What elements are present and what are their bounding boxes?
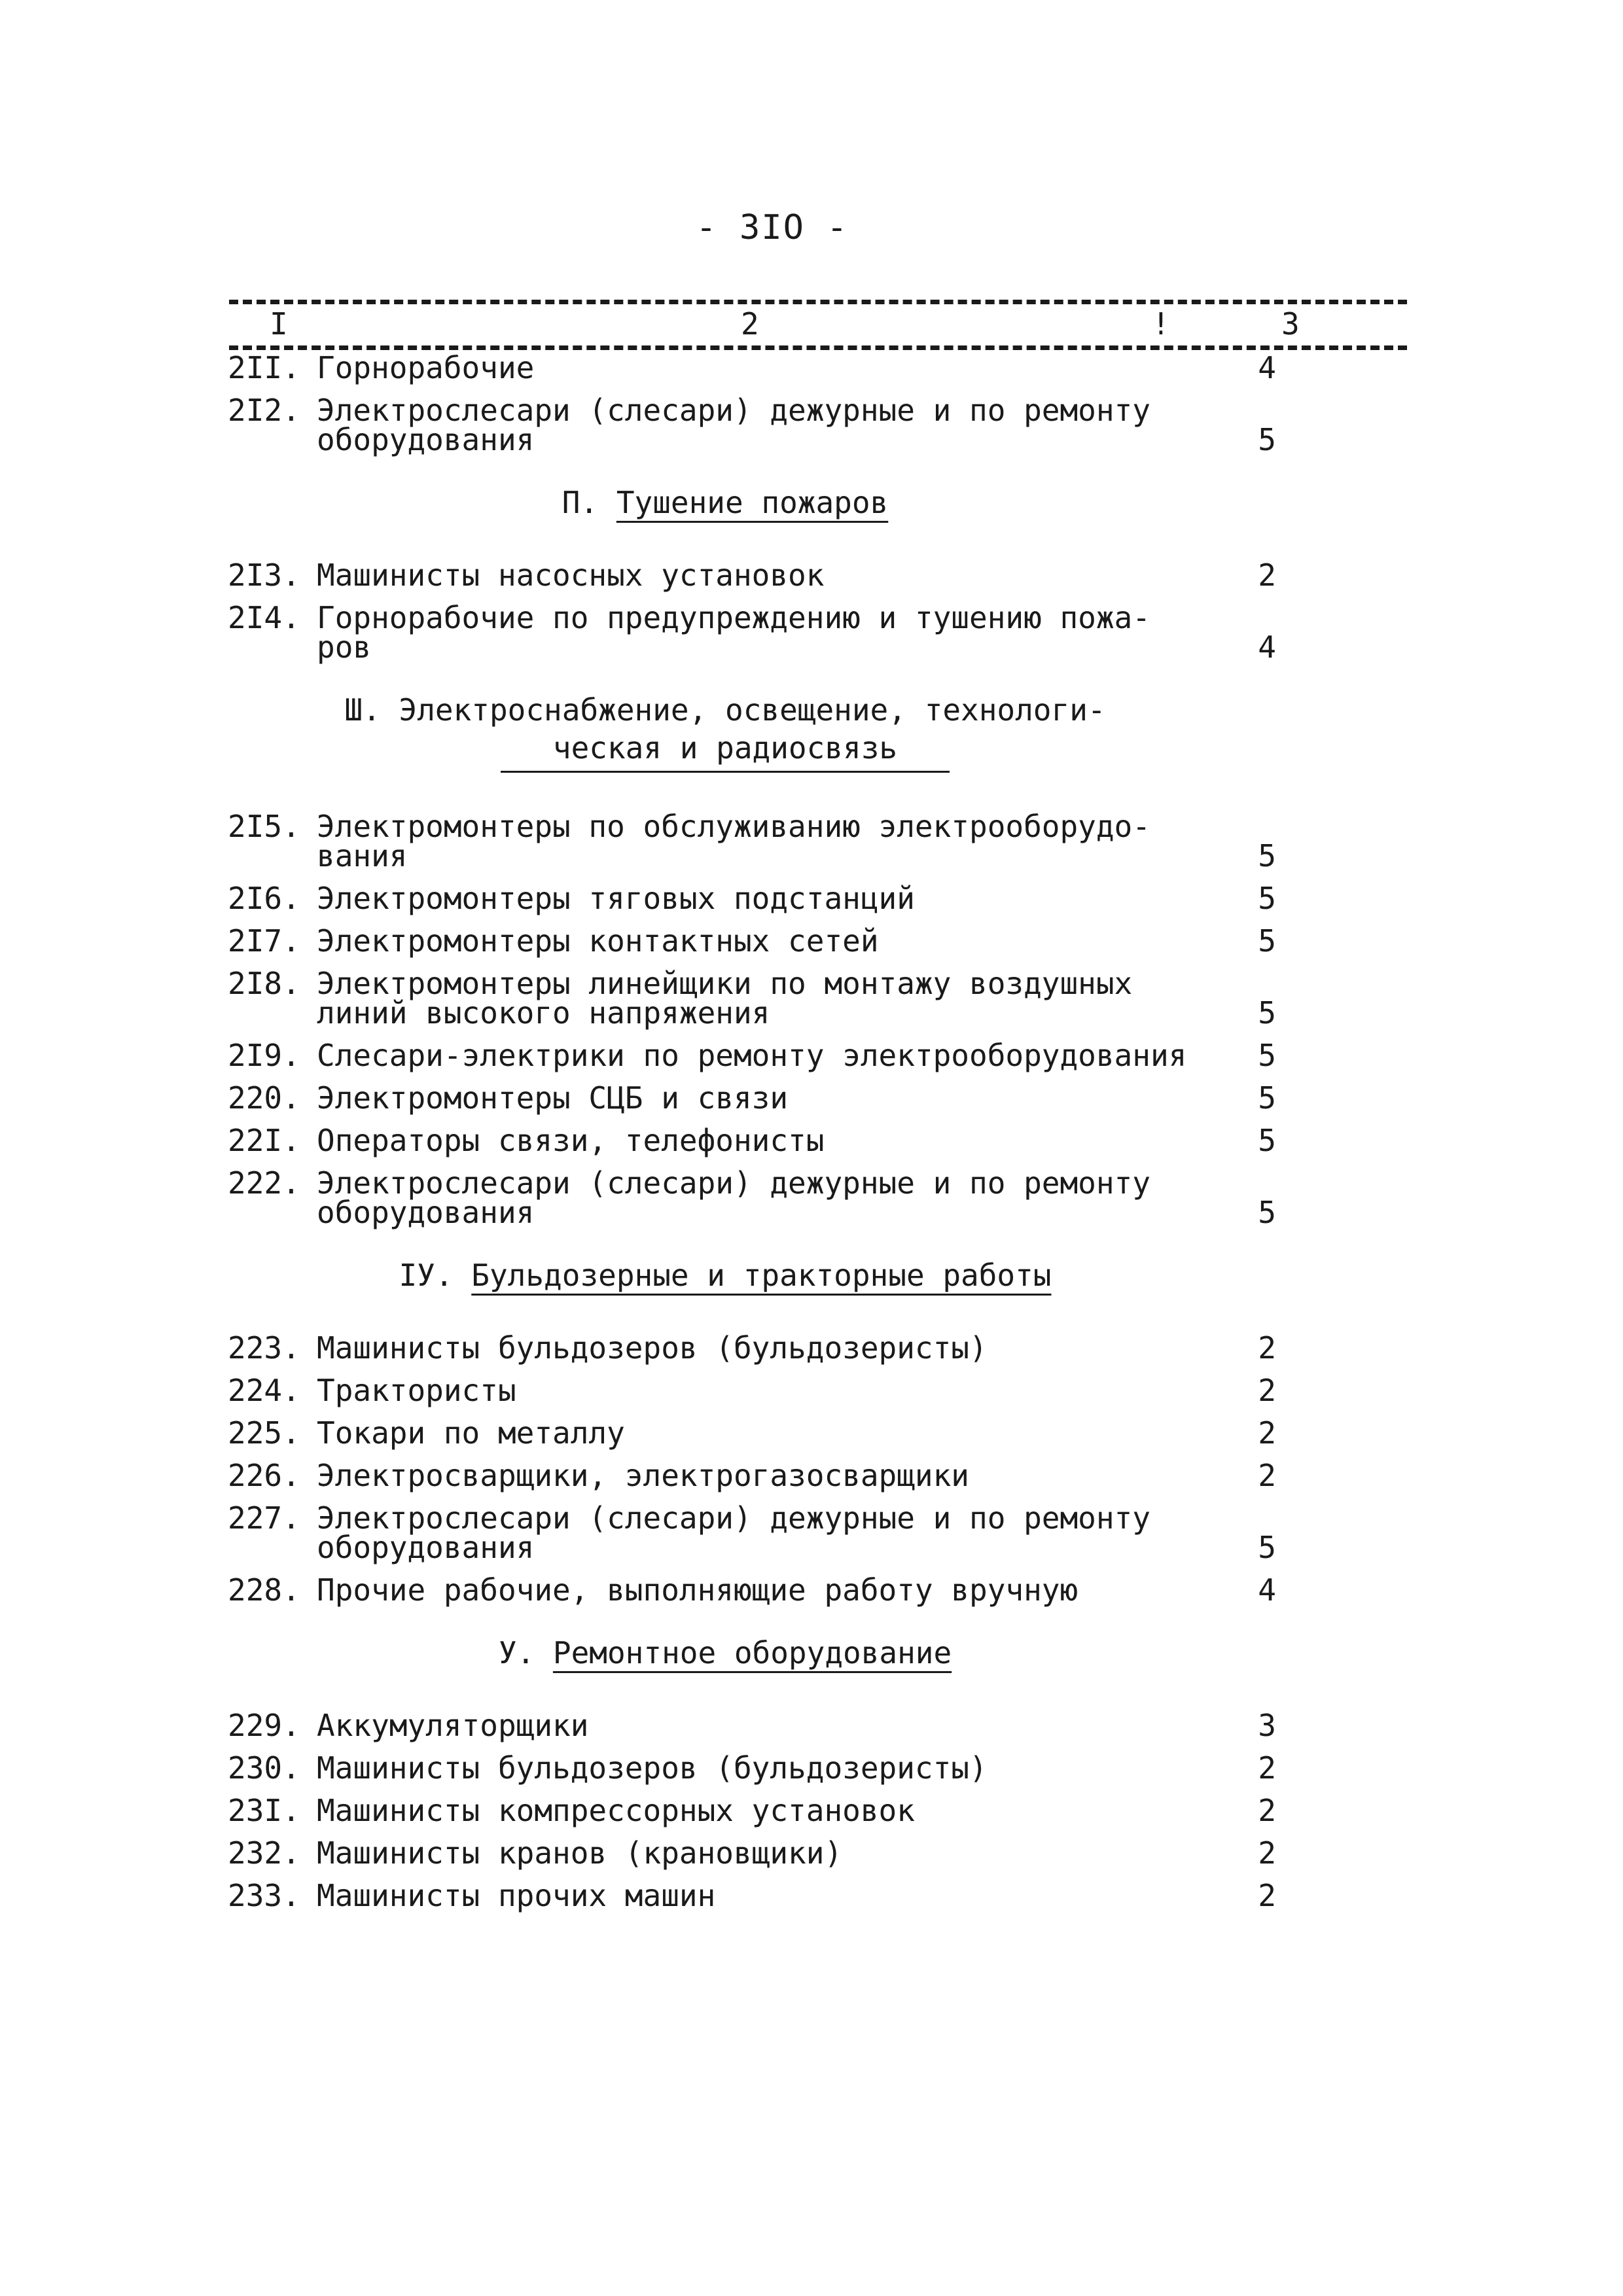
- grade-value: 5: [1258, 1080, 1276, 1116]
- profession-name: Машинисты кранов (крановщики): [317, 1835, 843, 1871]
- table-row: [228, 1038, 1314, 1073]
- profession-name: Электромонтеры линейщики по монтажу воздушных линий высокого напряжения: [317, 966, 1133, 1031]
- profession-name: Трактористы: [317, 1373, 516, 1408]
- profession-name: Машинисты бульдозеров (бульдозеристы): [317, 1330, 988, 1366]
- section-title: Ремонтное оборудование: [552, 1635, 952, 1670]
- row-number: 224.: [228, 1373, 300, 1408]
- table-row: [228, 350, 1314, 385]
- profession-name: Электрослесари (слесари) дежурные и по ремонту оборудования: [317, 393, 1150, 457]
- table-row: [228, 809, 1314, 874]
- column-header-2: 2: [741, 306, 759, 342]
- section-heading: [228, 1256, 1314, 1294]
- section-numeral: У.: [498, 1635, 535, 1670]
- grade-value: 5: [1258, 1038, 1276, 1073]
- table-row: [228, 1750, 1314, 1786]
- row-number: 222.: [228, 1165, 300, 1201]
- column-header-1: I: [270, 306, 288, 342]
- grade-value: 4: [1258, 1572, 1276, 1608]
- table-row: [228, 1080, 1314, 1116]
- grade-value: 4: [1258, 629, 1276, 665]
- profession-name: Аккумуляторщики: [317, 1708, 589, 1743]
- column-header-3: 3: [1281, 306, 1300, 342]
- section-numeral: П.: [562, 485, 599, 520]
- profession-name: Электромонтеры тяговых подстанций: [317, 881, 915, 916]
- table-row: [228, 881, 1314, 916]
- grade-value: 5: [1258, 923, 1276, 959]
- table-row: [228, 1878, 1314, 1913]
- section-heading: [228, 1634, 1314, 1672]
- grade-value: 5: [1258, 838, 1276, 874]
- row-number: 22I.: [228, 1123, 300, 1158]
- table-row: [228, 1835, 1314, 1871]
- table-row: [228, 1165, 1314, 1230]
- row-number: 2I9.: [228, 1038, 300, 1073]
- row-number: 2I2.: [228, 393, 300, 428]
- profession-name: Электромонтеры контактных сетей: [317, 923, 879, 959]
- grade-value: 4: [1258, 350, 1276, 385]
- table-row: [228, 1572, 1314, 1608]
- profession-name: Слесари-электрики по ремонту электрооборудования: [317, 1038, 1187, 1073]
- grade-value: 2: [1258, 557, 1276, 593]
- profession-name: Электромонтеры по обслуживанию электрооборудо- вания: [317, 809, 1150, 874]
- profession-name: Электрослесари (слесари) дежурные и по ремонту оборудования: [317, 1165, 1150, 1230]
- row-number: 2I6.: [228, 881, 300, 916]
- grade-value: 5: [1258, 881, 1276, 916]
- table-row: [228, 557, 1314, 593]
- row-number: 232.: [228, 1835, 300, 1871]
- row-number: 223.: [228, 1330, 300, 1366]
- profession-name: Прочие рабочие, выполняющие работу вручную: [317, 1572, 1079, 1608]
- grade-value: 3: [1258, 1708, 1276, 1743]
- grade-value: 2: [1258, 1793, 1276, 1828]
- table-row: [228, 1793, 1314, 1828]
- row-number: 2I7.: [228, 923, 300, 959]
- section-heading: [228, 484, 1314, 521]
- profession-name: Машинисты прочих машин: [317, 1878, 716, 1913]
- grade-value: 5: [1258, 1530, 1276, 1565]
- grade-value: 2: [1258, 1415, 1276, 1451]
- table-row: [228, 600, 1314, 665]
- page-number: - 3IO -: [696, 208, 849, 247]
- section-numeral: IУ.: [399, 1258, 454, 1293]
- table-row: [228, 1415, 1314, 1451]
- profession-name: Токари по металлу: [317, 1415, 625, 1451]
- profession-name: Операторы связи, телефонисты: [317, 1123, 825, 1158]
- row-number: 227.: [228, 1500, 300, 1536]
- row-number: 230.: [228, 1750, 300, 1786]
- table-row: [228, 966, 1314, 1031]
- row-number: 2II.: [228, 350, 300, 385]
- table-header-top-rule: [229, 300, 1407, 304]
- grade-value: 2: [1258, 1750, 1276, 1786]
- table-row: [228, 1373, 1314, 1408]
- section-numeral: Ш.: [344, 692, 381, 728]
- row-number: 226.: [228, 1458, 300, 1493]
- grade-value: 2: [1258, 1835, 1276, 1871]
- table-row: [228, 1708, 1314, 1743]
- row-number: 229.: [228, 1708, 300, 1743]
- section-title: Электроснабжение, освещение, технологи-: [399, 692, 1106, 728]
- grade-value: 2: [1258, 1458, 1276, 1493]
- profession-name: Электросварщики, электрогазосварщики: [317, 1458, 969, 1493]
- grade-value: 2: [1258, 1330, 1276, 1366]
- table-row: [228, 1458, 1314, 1493]
- document-body: [228, 350, 1314, 1924]
- profession-name: Машинисты компрессорных установок: [317, 1793, 915, 1828]
- table-row: [228, 1500, 1314, 1565]
- section-title: Бульдозерные и тракторные работы: [471, 1258, 1052, 1293]
- row-number: 233.: [228, 1878, 300, 1913]
- table-row: [228, 1123, 1314, 1158]
- row-number: 220.: [228, 1080, 300, 1116]
- column-separator: !: [1152, 306, 1170, 342]
- table-header-bottom-rule: [229, 345, 1407, 350]
- profession-name: Горнорабочие: [317, 350, 535, 385]
- table-row: [228, 923, 1314, 959]
- section-title: Тушение пожаров: [616, 485, 889, 520]
- row-number: 2I4.: [228, 600, 300, 635]
- row-number: 228.: [228, 1572, 300, 1608]
- row-number: 23I.: [228, 1793, 300, 1828]
- grade-value: 5: [1258, 1123, 1276, 1158]
- grade-value: 5: [1258, 1195, 1276, 1230]
- profession-name: Машинисты бульдозеров (бульдозеристы): [317, 1750, 988, 1786]
- row-number: 2I3.: [228, 557, 300, 593]
- grade-value: 2: [1258, 1878, 1276, 1913]
- profession-name: Горнорабочие по предупреждению и тушению пожа- ров: [317, 600, 1150, 665]
- grade-value: 2: [1258, 1373, 1276, 1408]
- grade-value: 5: [1258, 995, 1276, 1031]
- row-number: 2I8.: [228, 966, 300, 1001]
- profession-name: Машинисты насосных установок: [317, 557, 825, 593]
- row-number: 2I5.: [228, 809, 300, 844]
- grade-value: 5: [1258, 422, 1276, 457]
- table-row: [228, 1330, 1314, 1366]
- section-heading: [228, 691, 1314, 773]
- section-title-continued: ческая и радиосвязь: [501, 729, 950, 773]
- table-row: [228, 393, 1314, 457]
- row-number: 225.: [228, 1415, 300, 1451]
- profession-name: Электрослесари (слесари) дежурные и по ремонту оборудования: [317, 1500, 1150, 1565]
- profession-name: Электромонтеры СЦБ и связи: [317, 1080, 789, 1116]
